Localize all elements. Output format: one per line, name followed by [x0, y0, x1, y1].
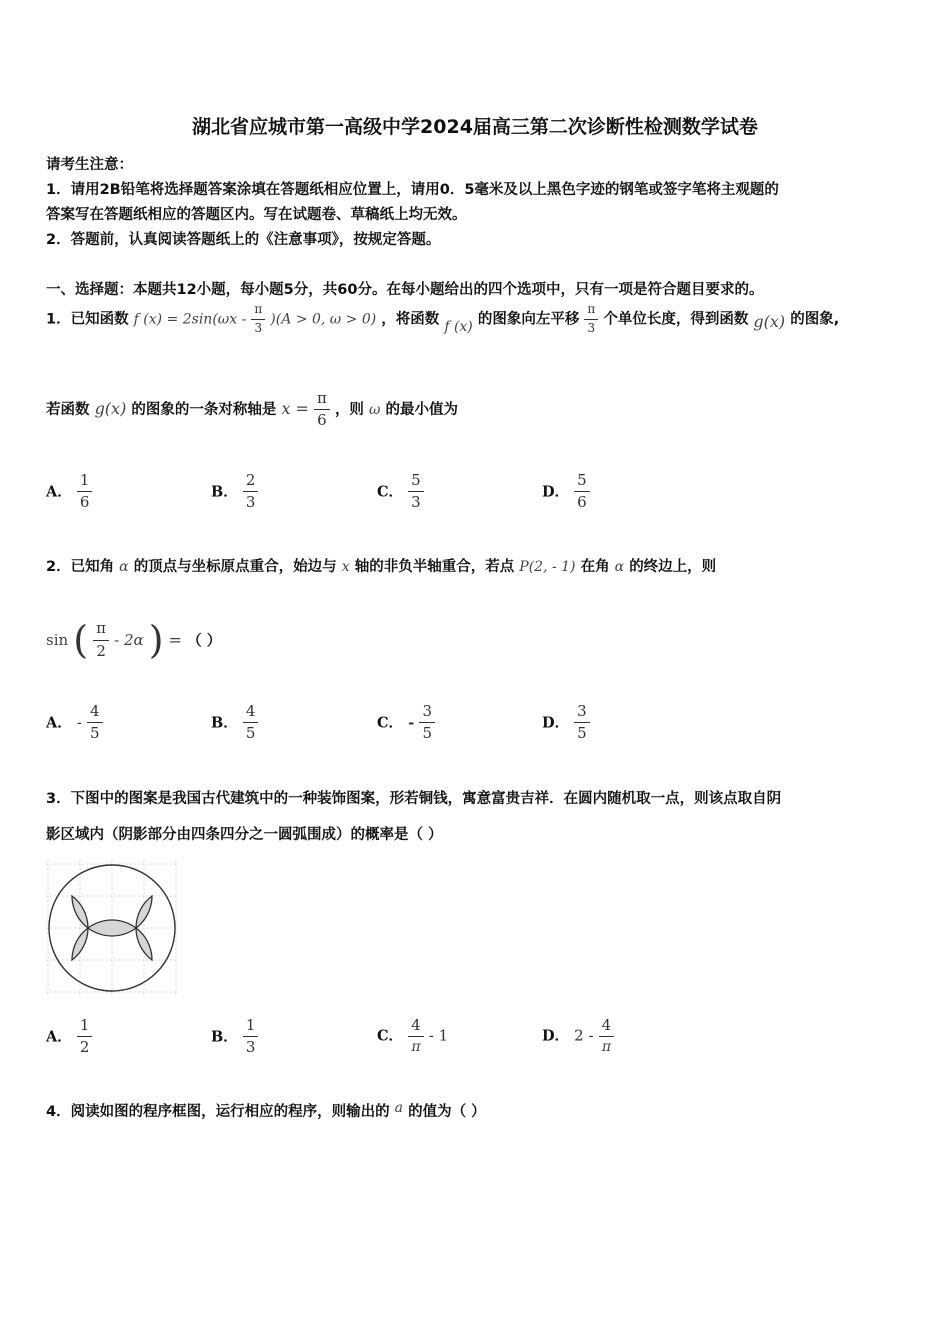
coin-pattern-icon — [44, 858, 180, 998]
fraction-denominator: 3 — [587, 320, 596, 335]
q1-omega: ω — [369, 401, 381, 418]
fraction-denominator: 5 — [90, 724, 100, 743]
q1-text-2: ，将函数 — [381, 311, 440, 328]
question-4-line-1 — [46, 1100, 486, 1121]
q3-option-c[interactable] — [377, 1017, 448, 1055]
coin-pattern-figure — [44, 858, 180, 998]
fraction-numerator: 5 — [408, 472, 424, 492]
option-fraction — [408, 1017, 424, 1055]
fraction-numerator: 3 — [419, 703, 435, 723]
q4-text-2: 的值为（ ） — [408, 1104, 486, 1120]
q3-option-a[interactable] — [46, 1017, 92, 1057]
notice-line-1b: 答案写在答题纸相应的答题区内。写在试题卷、草稿纸上均无效。 — [46, 207, 467, 223]
option-fraction — [574, 703, 590, 743]
q1-function-condition: )(A > 0, ω > 0) — [270, 311, 377, 328]
q2-option-c[interactable] — [377, 703, 435, 743]
q1-shift-fraction — [584, 303, 598, 336]
option-label: A． — [46, 483, 72, 501]
notice-heading: 请考生注意： — [46, 157, 133, 173]
option-label: C． — [377, 1027, 404, 1045]
q1-text-5: 的图象, — [790, 311, 840, 328]
fraction-denominator: π — [601, 1039, 612, 1056]
q1-fx: f (x) — [444, 319, 473, 336]
fraction-denominator: 2 — [79, 1038, 90, 1057]
option-label: C． — [377, 483, 404, 501]
q2-text-3: 轴的非负半轴重合，若点 — [354, 559, 515, 575]
option-label: B． — [211, 1028, 238, 1046]
question-3-line-1: 3．下图中的图案是我国古代建筑中的一种装饰图案，形若铜钱，寓意富贵吉祥．在圆内随机取一点，则该点取自阴 — [46, 791, 782, 807]
q1-text-9: 的最小值为 — [385, 401, 458, 418]
question-3-line-2: 影区域内（阴影部分由四条四分之一圆弧围成）的概率是（ ） — [46, 827, 443, 843]
fraction-denominator: 2 — [96, 641, 106, 660]
q1-text-6: 若函数 — [46, 401, 90, 418]
q2-option-b[interactable] — [211, 703, 258, 743]
option-suffix: - 1 — [428, 1026, 449, 1045]
fraction-numerator: 1 — [77, 472, 93, 492]
option-sign: - — [76, 713, 82, 732]
q2-minus-2alpha: - 2α — [114, 631, 144, 649]
option-fraction — [599, 1017, 615, 1055]
option-fraction — [77, 472, 93, 512]
q1-gx: g(x) — [753, 312, 786, 332]
q2-sin: sin — [46, 631, 69, 649]
q1-function-f: f (x) = 2sin(ωx - — [133, 311, 247, 328]
fraction-numerator: π — [251, 303, 265, 320]
question-1-line-2 — [46, 390, 458, 430]
q2-point: P(2, - 1) — [519, 559, 576, 575]
q3-option-d[interactable] — [542, 1017, 614, 1055]
q1-option-c[interactable] — [377, 472, 424, 512]
fraction-numerator: π — [93, 620, 109, 640]
question-1-line-1 — [46, 303, 839, 336]
q2-option-d[interactable] — [542, 703, 590, 743]
q2-expression — [46, 618, 221, 662]
notice-line-1a: 1．请用2B铅笔将选择题答案涂填在答题纸相应位置上，请用0．5毫米及以上黑色字迹的钢笔或签字笔将主观题的 — [46, 182, 779, 198]
option-label: C． — [377, 714, 404, 732]
option-fraction — [243, 1017, 259, 1057]
page-title: 湖北省应城市第一高级中学2024届高三第二次诊断性检测数学试卷 — [192, 116, 758, 138]
q1-gx-2: g(x) — [94, 398, 127, 418]
fraction-denominator: 3 — [245, 1038, 256, 1057]
q2-answer-blank: （ ） — [187, 633, 222, 650]
fraction-numerator: 1 — [243, 1017, 259, 1037]
fraction-denominator: 5 — [577, 724, 587, 743]
q1-option-b[interactable] — [211, 472, 258, 512]
q1-text-7: 的图象的一条对称轴是 — [131, 401, 277, 418]
q2-alpha: α — [119, 559, 129, 575]
q1-text-1: 1．已知函数 — [46, 311, 129, 328]
option-fraction — [243, 703, 259, 743]
fraction-denominator: 5 — [245, 724, 256, 743]
q2-option-a[interactable] — [46, 703, 103, 743]
fraction-numerator: 3 — [574, 703, 590, 723]
option-label: D． — [542, 1027, 570, 1045]
q1-text-3: 的图象向左平移 — [477, 311, 580, 328]
option-fraction — [87, 703, 103, 743]
fraction-denominator: 3 — [245, 493, 256, 512]
q3-option-b[interactable] — [211, 1017, 258, 1057]
q1-text-8: ，则 — [334, 401, 364, 418]
right-paren-icon: ) — [148, 618, 164, 662]
q2-text-4: 在角 — [580, 559, 610, 575]
q2-text-2: 的顶点与坐标原点重合，始边与 — [133, 559, 337, 575]
q2-text-1: 2．已知角 — [46, 559, 115, 575]
q2-text-5: 的终边上，则 — [629, 559, 717, 575]
fraction-numerator: 1 — [77, 1017, 93, 1037]
q1-pi-over-6-fraction — [314, 390, 330, 430]
option-fraction — [574, 472, 590, 512]
section-heading: 一、选择题：本题共12小题，每小题5分，共60分。在每小题给出的四个选项中，只有一项是符合题目要求的。 — [46, 282, 764, 298]
q1-option-d[interactable] — [542, 472, 590, 512]
fraction-denominator: 6 — [317, 411, 327, 430]
option-sign: - — [408, 713, 415, 732]
fraction-numerator: 4 — [408, 1017, 424, 1037]
fraction-denominator: 6 — [577, 493, 587, 512]
option-label: D． — [542, 714, 570, 732]
fraction-numerator: 4 — [87, 703, 103, 723]
q2-equals: = — [168, 630, 183, 650]
q2-pi-over-2-fraction — [93, 620, 109, 660]
option-label: B． — [211, 714, 238, 732]
q1-text-4: 个单位长度，得到函数 — [603, 311, 749, 328]
fraction-numerator: 5 — [574, 472, 590, 492]
q4-a: a — [394, 1100, 404, 1116]
option-label: A． — [46, 714, 72, 732]
fraction-denominator: 6 — [79, 493, 90, 512]
q1-pi-over-3-fraction — [251, 303, 265, 336]
option-fraction — [77, 1017, 93, 1057]
option-label: D． — [542, 483, 570, 501]
left-paren-icon: ( — [73, 618, 89, 662]
option-label: B． — [211, 483, 238, 501]
fraction-numerator: π — [314, 390, 330, 410]
q2-x: x — [341, 559, 350, 575]
option-prefix: 2 - — [574, 1026, 594, 1045]
option-fraction — [408, 472, 424, 512]
option-fraction — [243, 472, 259, 512]
option-fraction — [419, 703, 435, 743]
fraction-denominator: π — [411, 1039, 421, 1056]
fraction-numerator: π — [584, 303, 598, 320]
option-label: A． — [46, 1028, 72, 1046]
q4-text-1: 4．阅读如图的程序框图，运行相应的程序，则输出的 — [46, 1104, 390, 1120]
fraction-denominator: 3 — [411, 493, 421, 512]
notice-line-2: 2．答题前，认真阅读答题纸上的《注意事项》，按规定答题。 — [46, 232, 441, 248]
q1-option-a[interactable] — [46, 472, 92, 512]
question-2-line-1 — [46, 555, 716, 576]
fraction-denominator: 5 — [422, 724, 433, 743]
q2-alpha-2: α — [614, 559, 625, 575]
fraction-numerator: 2 — [243, 472, 259, 492]
fraction-numerator: 4 — [599, 1017, 615, 1037]
fraction-numerator: 4 — [243, 703, 259, 723]
q1-x-equals: x = — [281, 398, 309, 418]
fraction-denominator: 3 — [254, 320, 263, 335]
